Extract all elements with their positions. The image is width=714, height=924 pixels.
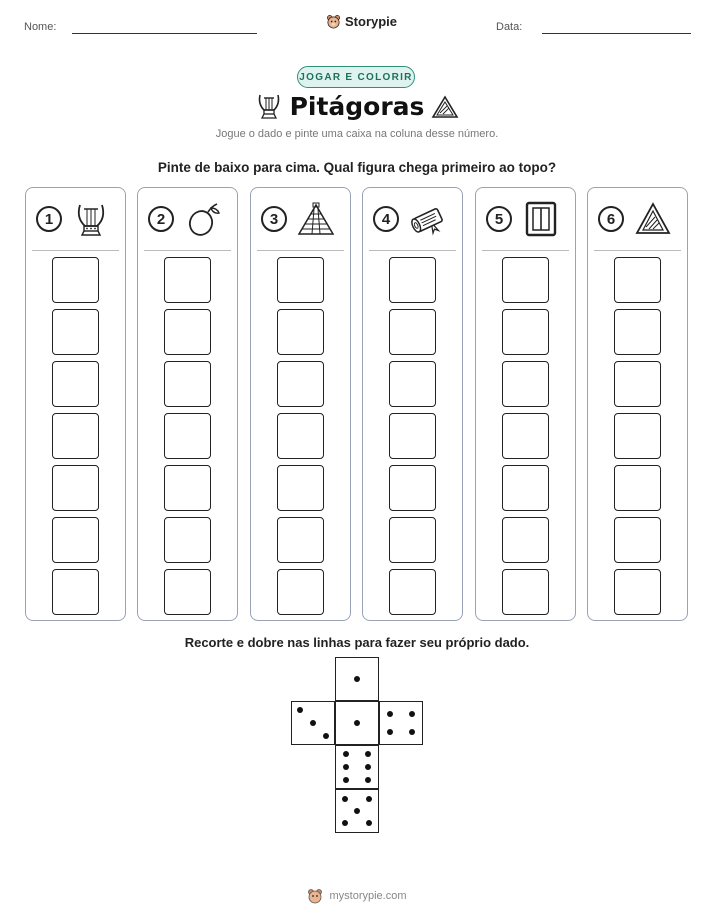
- die-face-1: [335, 701, 379, 745]
- triangle-icon: [634, 200, 672, 238]
- column-number: 5: [486, 206, 512, 232]
- die-pip: [323, 733, 329, 739]
- color-box[interactable]: [389, 413, 436, 459]
- color-box[interactable]: [614, 361, 661, 407]
- die-face-6: [335, 745, 379, 789]
- color-box[interactable]: [502, 465, 549, 511]
- column-number: 1: [36, 206, 62, 232]
- column-number: 2: [148, 206, 174, 232]
- page-subtitle: Jogue o dado e pinte uma caixa na coluna desse número.: [215, 128, 499, 140]
- die-pip: [354, 676, 360, 682]
- pyramid-icon: [297, 200, 335, 238]
- color-box[interactable]: [614, 465, 661, 511]
- door-icon: [522, 200, 560, 238]
- color-box[interactable]: [614, 569, 661, 615]
- color-box[interactable]: [164, 309, 211, 355]
- die-pip: [366, 796, 372, 802]
- lyre-icon: [72, 200, 110, 238]
- column-number: 6: [598, 206, 624, 232]
- column-divider: [482, 250, 569, 251]
- die-pip: [343, 764, 349, 770]
- die-pip: [354, 808, 360, 814]
- color-box[interactable]: [277, 569, 324, 615]
- color-box[interactable]: [52, 569, 99, 615]
- color-box[interactable]: [389, 257, 436, 303]
- color-box[interactable]: [277, 465, 324, 511]
- color-box[interactable]: [52, 517, 99, 563]
- name-line[interactable]: [72, 33, 257, 34]
- column-5: [475, 187, 576, 621]
- color-box[interactable]: [52, 309, 99, 355]
- column-3: [250, 187, 351, 621]
- color-box[interactable]: [502, 517, 549, 563]
- die-pip: [365, 764, 371, 770]
- color-box[interactable]: [164, 517, 211, 563]
- color-box[interactable]: [52, 465, 99, 511]
- column-divider: [257, 250, 344, 251]
- triangle-icon: [431, 95, 459, 119]
- color-box[interactable]: [389, 309, 436, 355]
- column-1: [25, 187, 126, 621]
- color-box[interactable]: [277, 413, 324, 459]
- date-line[interactable]: [542, 33, 691, 34]
- scroll-icon: [409, 200, 447, 238]
- color-box[interactable]: [502, 309, 549, 355]
- color-box[interactable]: [164, 257, 211, 303]
- column-divider: [594, 250, 681, 251]
- die-pip: [342, 796, 348, 802]
- column-6: [587, 187, 688, 621]
- color-box[interactable]: [389, 517, 436, 563]
- color-box[interactable]: [502, 361, 549, 407]
- column-number: 4: [373, 206, 399, 232]
- footer: [0, 888, 714, 904]
- bear-icon: [326, 14, 341, 29]
- color-box[interactable]: [164, 361, 211, 407]
- die-face-4: [379, 701, 423, 745]
- color-box[interactable]: [389, 465, 436, 511]
- brand-name: Storypie: [345, 14, 398, 29]
- color-box[interactable]: [277, 361, 324, 407]
- date-label: Data:: [496, 21, 523, 33]
- die-pip: [387, 711, 393, 717]
- color-box[interactable]: [614, 309, 661, 355]
- color-box[interactable]: [52, 413, 99, 459]
- name-label: Nome:: [24, 21, 57, 33]
- die-pip: [310, 720, 316, 726]
- color-box[interactable]: [502, 569, 549, 615]
- die-pip: [342, 820, 348, 826]
- column-divider: [32, 250, 119, 251]
- bear-icon: [307, 888, 323, 904]
- die-face-3: [291, 701, 335, 745]
- color-box[interactable]: [614, 413, 661, 459]
- die-pip: [409, 729, 415, 735]
- olive-icon: [184, 200, 222, 238]
- die-pip: [354, 720, 360, 726]
- page-title: Pitágoras: [289, 92, 425, 121]
- color-box[interactable]: [277, 309, 324, 355]
- die-face-5: [335, 789, 379, 833]
- die-pip: [409, 711, 415, 717]
- die-pip: [366, 820, 372, 826]
- color-box[interactable]: [389, 569, 436, 615]
- color-box[interactable]: [277, 517, 324, 563]
- die-face-1: [335, 657, 379, 701]
- color-box[interactable]: [502, 413, 549, 459]
- color-box[interactable]: [614, 517, 661, 563]
- brand-logo: [326, 14, 397, 29]
- color-box[interactable]: [389, 361, 436, 407]
- column-number: 3: [261, 206, 287, 232]
- color-box[interactable]: [164, 413, 211, 459]
- color-box[interactable]: [52, 257, 99, 303]
- color-box[interactable]: [614, 257, 661, 303]
- die-pip: [297, 707, 303, 713]
- color-box[interactable]: [502, 257, 549, 303]
- column-divider: [369, 250, 456, 251]
- die-pip: [343, 777, 349, 783]
- footer-url: mystorypie.com: [329, 890, 407, 902]
- color-box[interactable]: [277, 257, 324, 303]
- die-pip: [343, 751, 349, 757]
- color-box[interactable]: [164, 465, 211, 511]
- color-box[interactable]: [164, 569, 211, 615]
- column-4: [362, 187, 463, 621]
- die-pip: [387, 729, 393, 735]
- color-box[interactable]: [52, 361, 99, 407]
- die-pip: [365, 777, 371, 783]
- die-pip: [365, 751, 371, 757]
- instruction-top: Pinte de baixo para cima. Qual figura chega primeiro ao topo?: [157, 160, 557, 175]
- column-2: [137, 187, 238, 621]
- instruction-bottom: Recorte e dobre nas linhas para fazer seu próprio dado.: [184, 635, 530, 650]
- column-divider: [144, 250, 231, 251]
- category-tag: JOGAR E COLORIR: [297, 66, 415, 88]
